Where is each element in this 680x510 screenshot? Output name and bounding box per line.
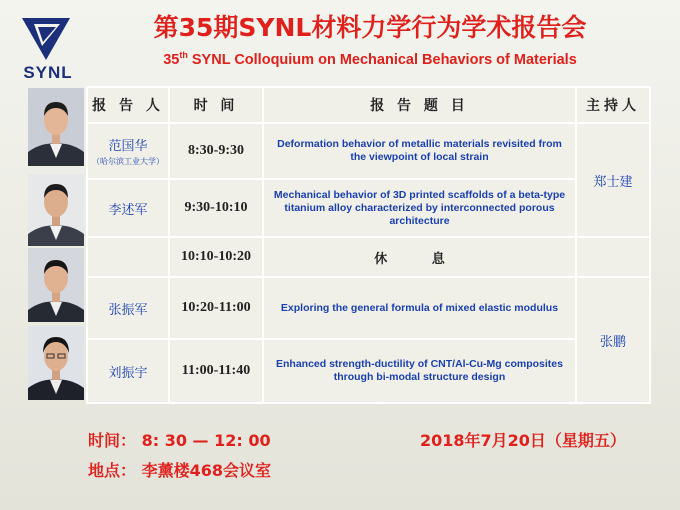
- logo-text: SYNL: [23, 63, 73, 82]
- synl-logo: [14, 16, 82, 86]
- speaker-cell: 李述军: [87, 179, 169, 237]
- time-value: 8: 30 — 12: 00: [141, 431, 271, 450]
- header-host: 主持人: [576, 87, 650, 123]
- time-cell: 11:00-11:40: [169, 339, 263, 403]
- header-time: 时 间: [169, 87, 263, 123]
- speaker-cell: 张振军: [87, 277, 169, 339]
- time-cell: 10:20-11:00: [169, 277, 263, 339]
- host-cell: 郑士建: [576, 123, 650, 237]
- event-time: [88, 428, 271, 451]
- break-label: 休 息: [263, 237, 576, 277]
- speaker-affiliation: （哈尔滨工业大学）: [92, 157, 164, 166]
- speaker-photo-3: [28, 248, 84, 322]
- place-label: 地点：: [88, 461, 137, 480]
- place-value: 李薰楼468会议室: [141, 461, 271, 480]
- time-label: 时间：: [88, 431, 137, 450]
- title-ordinal: 35: [163, 51, 180, 68]
- table-row: [87, 339, 650, 403]
- event-place: [88, 458, 271, 481]
- time-cell: 9:30-10:10: [169, 179, 263, 237]
- synl-logo-triangle-icon: [20, 16, 72, 62]
- topic-cell: Enhanced strength-ductility of CNT/Al-Cu-Mg composites through bi-modal structure design: [263, 339, 576, 403]
- speaker-name: 范国华: [108, 139, 148, 154]
- title-chinese: 第35期SYNL材料力学行为学术报告会: [153, 13, 587, 42]
- host-cell-empty: [576, 237, 650, 277]
- time-cell: 8:30-9:30: [169, 123, 263, 179]
- speaker-cell-empty: [87, 237, 169, 277]
- table-row: [87, 123, 650, 179]
- time-cell: 10:10-10:20: [169, 237, 263, 277]
- speaker-cell: [87, 123, 169, 179]
- table-row: [87, 179, 650, 237]
- speaker-photo-1: [28, 88, 84, 166]
- topic-cell: Exploring the general formula of mixed elastic modulus: [263, 277, 576, 339]
- header-topic: 报 告 题 目: [263, 87, 576, 123]
- header-speaker: 报 告 人: [87, 87, 169, 123]
- speaker-cell: 刘振宇: [87, 339, 169, 403]
- title-ordinal-suffix: th: [179, 50, 188, 60]
- topic-cell: Mechanical behavior of 3D printed scaffolds of a beta-type titanium alloy characterized by interconnected porous architecture: [263, 179, 576, 237]
- schedule-table: [86, 86, 651, 404]
- break-row: [87, 237, 650, 277]
- speaker-photos: [28, 86, 84, 400]
- event-date: 2018年7月20日（星期五）: [420, 431, 626, 450]
- title-english: [90, 50, 650, 68]
- topic-cell: Deformation behavior of metallic materials revisited from the viewpoint of local strain: [263, 123, 576, 179]
- title-english-rest: SYNL Colloquium on Mechanical Behaviors of Materials: [187, 51, 577, 68]
- host-cell: 张鹏: [576, 277, 650, 403]
- table-header-row: [87, 87, 650, 123]
- speaker-photo-2: [28, 174, 84, 246]
- table-row: [87, 277, 650, 339]
- speaker-photo-4: [28, 326, 84, 400]
